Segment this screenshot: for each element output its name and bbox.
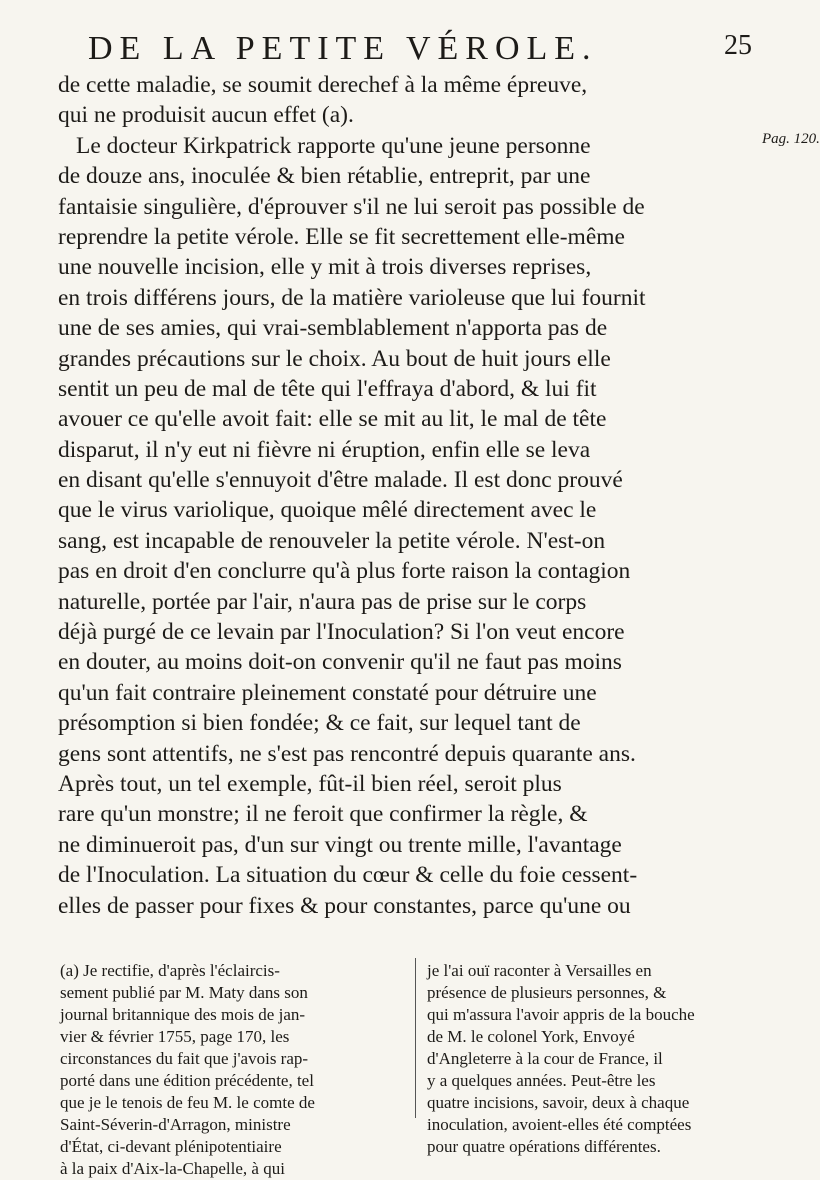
- text-line: rare qu'un monstre; il ne feroit que confirmer la règle, &: [58, 801, 588, 828]
- text-line: sang, est incapable de renouveler la petite vérole. N'est-on: [58, 527, 606, 554]
- footnote-line: vier & février 1755, page 170, les: [60, 1027, 290, 1046]
- text-line: de l'Inoculation. La situation du cœur & celle du foie cessent-: [58, 862, 638, 889]
- footnote-line: de M. le colonel York, Envoyé: [427, 1027, 635, 1046]
- text-line: pas en droit d'en conclurre qu'à plus forte raison la contagion: [58, 558, 631, 585]
- footnote-line: d'État, ci-devant plénipotentiaire: [60, 1137, 282, 1156]
- text-line: fantaisie singulière, d'éprouver s'il ne lui seroit pas possible de: [58, 193, 645, 220]
- text-line: en disant qu'elle s'ennuyoit d'être malade. Il est donc prouvé: [58, 467, 623, 494]
- running-title: DE LA PETITE VÉROLE.: [88, 30, 598, 67]
- footnote-line: qui m'assura l'avoir appris de la bouche: [427, 1005, 695, 1024]
- footnote-line: circonstances du fait que j'avois rap-: [60, 1049, 309, 1068]
- text-line: naturelle, portée par l'air, n'aura pas de prise sur le corps: [58, 588, 587, 615]
- margin-note: Pag. 120.: [762, 131, 820, 147]
- footnote-line: porté dans une édition précédente, tel: [60, 1071, 314, 1090]
- footnote-line: Saint-Séverin-d'Arragon, ministre: [60, 1115, 291, 1134]
- text-line: disparut, il n'y eut ni fièvre ni éruption, enfin elle se leva: [58, 436, 591, 463]
- text-line: présomption si bien fondée; & ce fait, sur lequel tant de: [58, 710, 581, 737]
- text-line: de douze ans, inoculée & bien rétablie, entreprit, par une: [58, 163, 591, 190]
- text-line: elles de passer pour fixes & pour constantes, parce qu'une ou: [58, 892, 631, 919]
- footnote-line: y a quelques années. Peut-être les: [427, 1071, 656, 1090]
- footnote-line: d'Angleterre à la cour de France, il: [427, 1049, 663, 1068]
- footnote-line: à la paix d'Aix-la-Chapelle, à qui: [60, 1159, 285, 1178]
- footnote-line: (a) Je rectifie, d'après l'éclaircis-: [60, 961, 280, 980]
- text-line: reprendre la petite vérole. Elle se fit secrettement elle-même: [58, 223, 625, 250]
- page-header: [62, 30, 752, 70]
- text-line: une nouvelle incision, elle y mit à trois diverses reprises,: [58, 254, 592, 281]
- text-line: en douter, au moins doit-on convenir qu'il ne faut pas moins: [58, 649, 622, 676]
- footnote-line: journal britannique des mois de jan-: [60, 1005, 306, 1024]
- text-line: une de ses amies, qui vrai-semblablement n'apporta pas de: [58, 315, 608, 342]
- footnote-line: je l'ai ouï raconter à Versailles en: [427, 961, 652, 980]
- text-line: en trois différens jours, de la matière varioleuse que lui fournit: [58, 284, 646, 311]
- footnote-line: que je le tenois de feu M. le comte de: [60, 1093, 315, 1112]
- text-line: que le virus variolique, quoique mêlé directement avec le: [58, 497, 597, 524]
- text-line: grandes précautions sur le choix. Au bout de huit jours elle: [58, 345, 611, 372]
- footnote-left-column: [60, 960, 408, 1180]
- footnote-line: présence de plusieurs personnes, &: [427, 983, 667, 1002]
- main-text: [58, 70, 758, 921]
- footnote-line: quatre incisions, savoir, deux à chaque: [427, 1093, 690, 1112]
- text-line: sentit un peu de mal de tête qui l'effraya d'abord, & lui fit: [58, 375, 597, 402]
- footnote-line: inoculation, avoient-elles été comptées: [427, 1115, 692, 1134]
- text-line: gens sont attentifs, ne s'est pas rencontré depuis quarante ans.: [58, 740, 636, 767]
- text-line: de cette maladie, se soumit derechef à la même épreuve,: [58, 72, 588, 98]
- footnote-line: pour quatre opérations différentes.: [427, 1137, 661, 1156]
- text-line: avouer ce qu'elle avoit fait: elle se mit au lit, le mal de tête: [58, 406, 607, 433]
- text-line: Après tout, un tel exemple, fût-il bien réel, seroit plus: [58, 770, 562, 797]
- text-line: ne diminueroit pas, d'un sur vingt ou trente mille, l'avantage: [58, 831, 622, 858]
- footnote-divider: [415, 958, 416, 1118]
- text-line: déjà purgé de ce levain par l'Inoculation? Si l'on veut encore: [58, 619, 625, 646]
- footnote-right-column: [427, 960, 760, 1158]
- page-number: 25: [724, 30, 752, 61]
- text-line: qu'un fait contraire pleinement constaté pour détruire une: [58, 679, 597, 706]
- text-line: Le docteur Kirkpatrick rapporte qu'une jeune personne: [76, 132, 591, 159]
- footnote-line: sement publié par M. Maty dans son: [60, 983, 308, 1002]
- text-line: qui ne produisit aucun effet (a).: [58, 102, 354, 129]
